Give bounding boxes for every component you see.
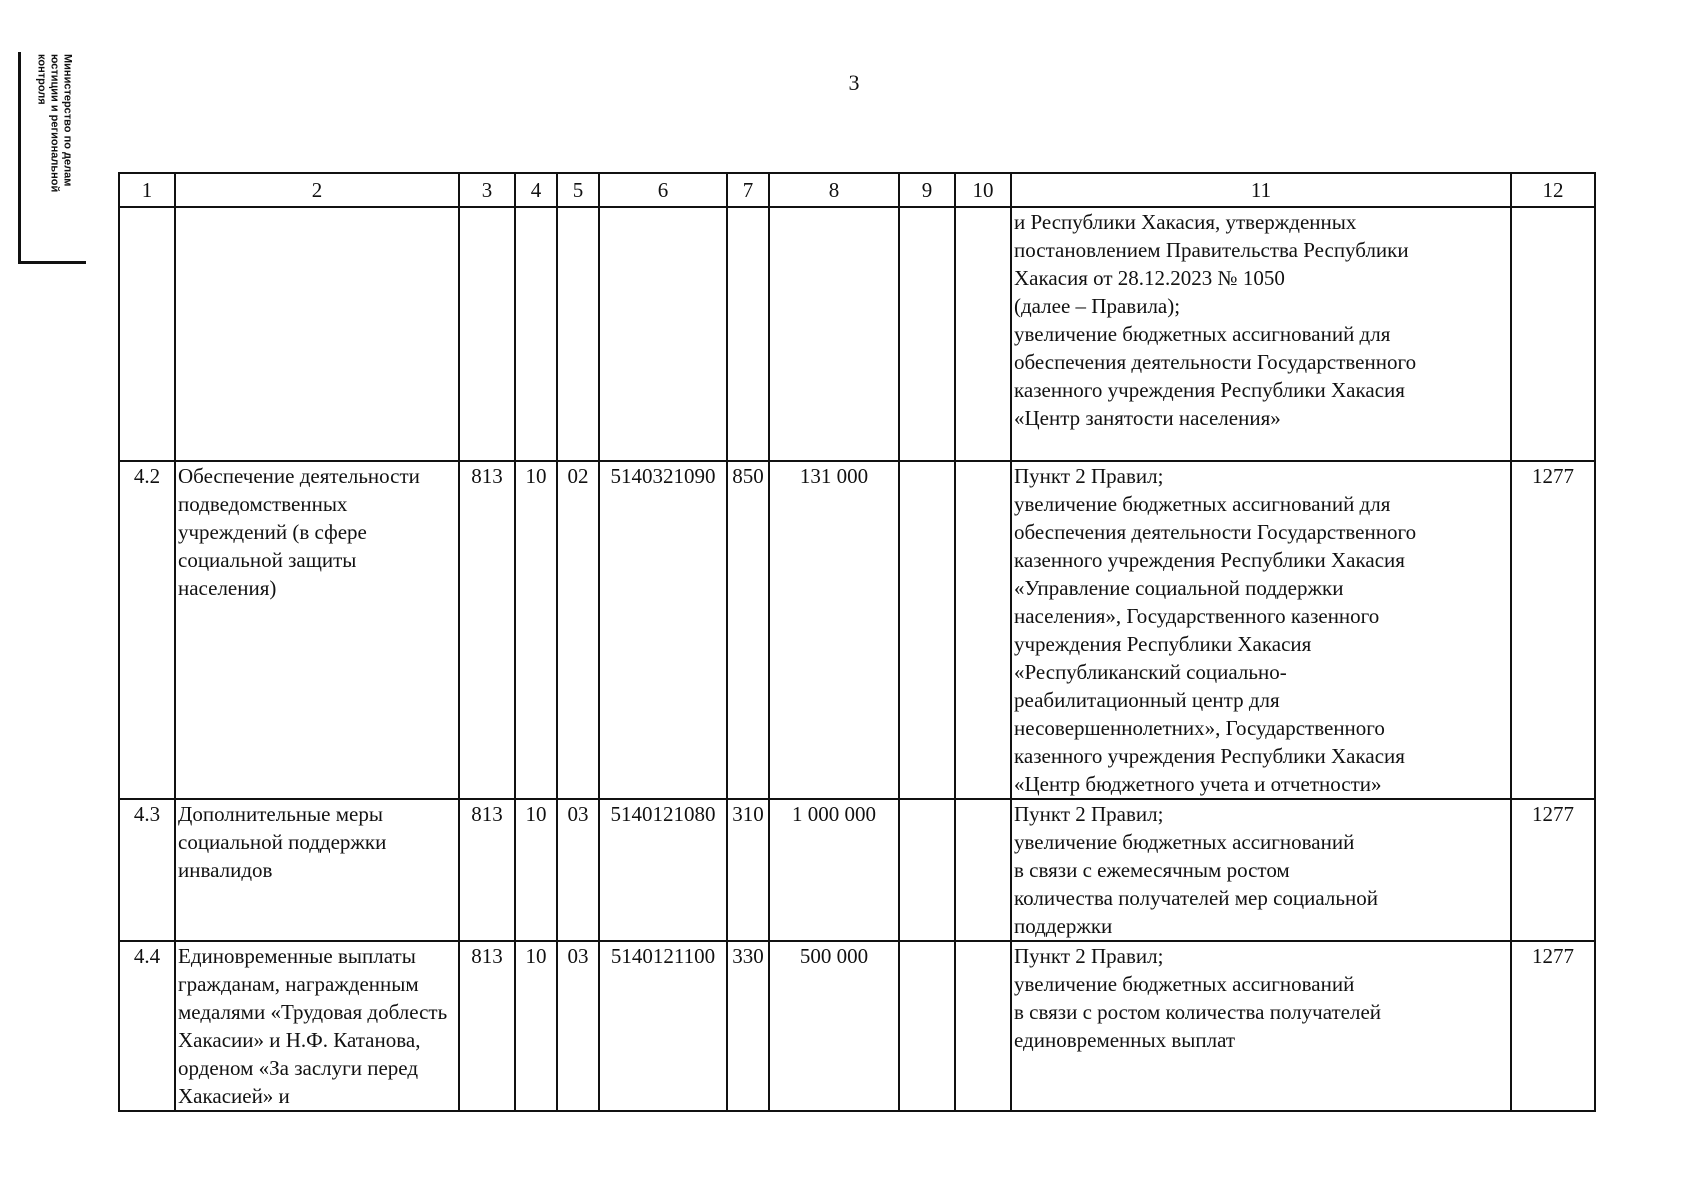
text-line: обеспечения деятельности Государственного bbox=[1014, 350, 1417, 374]
cell-ministry-code: 813 bbox=[459, 799, 515, 941]
text-line: в связи с ростом количества получателей bbox=[1014, 1000, 1382, 1024]
cell-expense-type: 850 bbox=[727, 461, 769, 799]
column-header: 2 bbox=[175, 173, 459, 207]
text-line: (далее – Правила); bbox=[1014, 294, 1181, 318]
text-line: Пункт 2 Правил; bbox=[1014, 944, 1164, 968]
text-line: увеличение бюджетных ассигнований bbox=[1014, 972, 1355, 996]
cell-col10 bbox=[955, 941, 1011, 1111]
text-line: Хакасия от 28.12.2023 № 1050 bbox=[1014, 266, 1285, 290]
cell-empty bbox=[119, 207, 175, 461]
cell-col9 bbox=[899, 461, 955, 799]
cell-amount: 1 000 000 bbox=[769, 799, 899, 941]
column-header: 7 bbox=[727, 173, 769, 207]
text-line: обеспечения деятельности Государственного bbox=[1014, 520, 1417, 544]
cell-col10 bbox=[955, 461, 1011, 799]
page-number: 3 bbox=[848, 70, 860, 95]
cell-empty bbox=[557, 207, 599, 461]
text-line: «Центр бюджетного учета и отчетности» bbox=[1014, 772, 1382, 796]
cell-item-number: 4.3 bbox=[119, 799, 175, 941]
text-line: казенного учреждения Республики Хакасия bbox=[1014, 378, 1405, 402]
cell-empty bbox=[515, 207, 557, 461]
cell-section: 10 bbox=[515, 799, 557, 941]
column-header: 5 bbox=[557, 173, 599, 207]
text-line: «Управление социальной поддержки bbox=[1014, 576, 1344, 600]
column-header: 9 bbox=[899, 173, 955, 207]
table-row-continuation bbox=[119, 207, 1595, 461]
cell-target-article: 5140121100 bbox=[599, 941, 727, 1111]
table-row bbox=[119, 461, 1595, 799]
cell-empty bbox=[1511, 207, 1595, 461]
cell-amount: 131 000 bbox=[769, 461, 899, 799]
cell-code: 1277 bbox=[1511, 461, 1595, 799]
cell-item-number: 4.2 bbox=[119, 461, 175, 799]
cell-expense-type: 310 bbox=[727, 799, 769, 941]
cell-expense-type: 330 bbox=[727, 941, 769, 1111]
table-row bbox=[119, 799, 1595, 941]
text-line: и Республики Хакасия, утвержденных bbox=[1014, 210, 1357, 234]
text-line: реабилитационный центр для bbox=[1014, 688, 1280, 712]
text-line: постановлением Правительства Республики bbox=[1014, 238, 1409, 262]
column-header: 3 bbox=[459, 173, 515, 207]
cell-justification bbox=[1011, 941, 1511, 1111]
cell-justification bbox=[1011, 799, 1511, 941]
stamp-line: контроля bbox=[35, 53, 47, 105]
text-line: несовершеннолетних», Государственного bbox=[1014, 716, 1385, 740]
text-line: увеличение бюджетных ассигнований bbox=[1014, 830, 1355, 854]
text-line: поддержки bbox=[1014, 914, 1113, 938]
column-header: 8 bbox=[769, 173, 899, 207]
cell-ministry-code: 813 bbox=[459, 461, 515, 799]
cell-target-article: 5140321090 bbox=[599, 461, 727, 799]
column-header: 12 bbox=[1511, 173, 1595, 207]
text-line: увеличение бюджетных ассигнований для bbox=[1014, 322, 1391, 346]
stamp-line: юстиции и региональной bbox=[48, 53, 60, 192]
table-row bbox=[119, 941, 1595, 1111]
text-line: «Республиканский социально- bbox=[1014, 660, 1287, 684]
cell-ministry-code: 813 bbox=[459, 941, 515, 1111]
cell-col9 bbox=[899, 941, 955, 1111]
cell-col9 bbox=[899, 799, 955, 941]
text-line: Пункт 2 Правил; bbox=[1014, 802, 1164, 826]
text-line: увеличение бюджетных ассигнований для bbox=[1014, 492, 1391, 516]
cell-col10 bbox=[955, 799, 1011, 941]
cell-item-name: Дополнительные меры социальной поддержки инвалидов bbox=[175, 799, 459, 941]
cell-item-name: Единовременные выплаты гражданам, награжденным медалями «Трудовая доблесть Хакасии» и Н.Ф. Катанова, орденом «За заслуги перед Хакасией» и bbox=[175, 941, 459, 1111]
cell-code: 1277 bbox=[1511, 799, 1595, 941]
cell-subsection: 03 bbox=[557, 941, 599, 1111]
text-line: Пункт 2 Правил; bbox=[1014, 464, 1164, 488]
cell-target-article: 5140121080 bbox=[599, 799, 727, 941]
cell-section: 10 bbox=[515, 461, 557, 799]
cell-item-name: Обеспечение деятельности подведомственных учреждений (в сфере социальной защиты населения) bbox=[175, 461, 459, 799]
cell-empty bbox=[727, 207, 769, 461]
cell-empty bbox=[955, 207, 1011, 461]
column-header: 6 bbox=[599, 173, 727, 207]
text-line: учреждения Республики Хакасия bbox=[1014, 632, 1312, 656]
text-line: количества получателей мер социальной bbox=[1014, 886, 1378, 910]
text-line: «Центр занятости населения» bbox=[1014, 406, 1281, 430]
stamp-line: Министерство по делам bbox=[61, 53, 73, 186]
text-line: казенного учреждения Республики Хакасия bbox=[1014, 744, 1405, 768]
cell-item-number: 4.4 bbox=[119, 941, 175, 1111]
text-line: казенного учреждения Республики Хакасия bbox=[1014, 548, 1405, 572]
column-header: 11 bbox=[1011, 173, 1511, 207]
column-header: 4 bbox=[515, 173, 557, 207]
cell-code: 1277 bbox=[1511, 941, 1595, 1111]
text-line: населения», Государственного казенного bbox=[1014, 604, 1380, 628]
table-header-row bbox=[119, 173, 1595, 207]
text-line: единовременных выплат bbox=[1014, 1028, 1236, 1052]
column-header: 1 bbox=[119, 173, 175, 207]
cell-subsection: 03 bbox=[557, 799, 599, 941]
text-line: в связи с ежемесячным ростом bbox=[1014, 858, 1290, 882]
cell-justification bbox=[1011, 461, 1511, 799]
budget-table bbox=[118, 172, 1596, 1112]
cell-empty bbox=[459, 207, 515, 461]
cell-empty bbox=[599, 207, 727, 461]
cell-justification bbox=[1011, 207, 1511, 461]
cell-subsection: 02 bbox=[557, 461, 599, 799]
registration-stamp bbox=[18, 52, 86, 264]
cell-amount: 500 000 bbox=[769, 941, 899, 1111]
cell-empty bbox=[899, 207, 955, 461]
column-header: 10 bbox=[955, 173, 1011, 207]
cell-empty bbox=[175, 207, 459, 461]
cell-empty bbox=[769, 207, 899, 461]
cell-section: 10 bbox=[515, 941, 557, 1111]
